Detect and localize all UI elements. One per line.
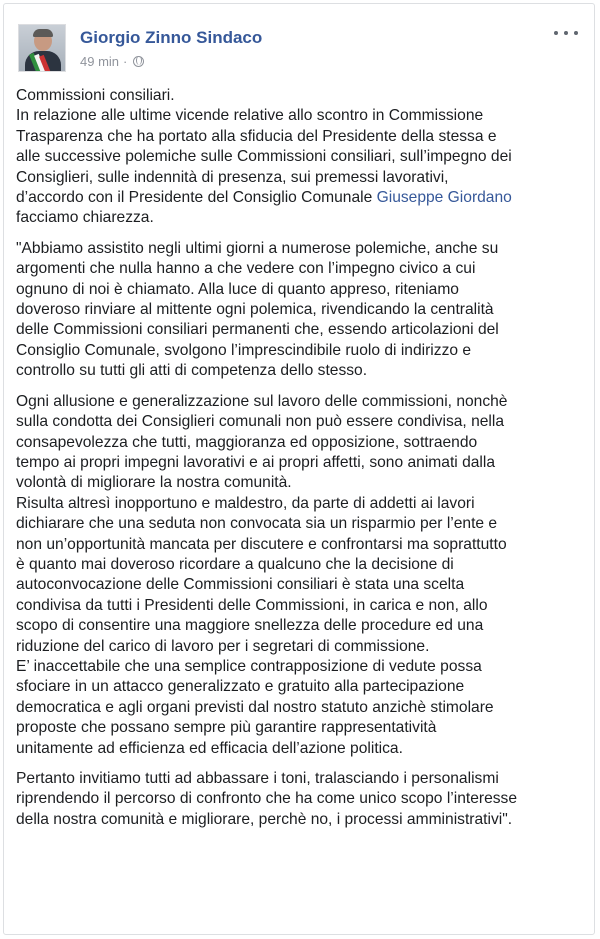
- text-line: della nostra comunità e migliorare, perchè no, i processi amministrativi".: [16, 810, 513, 828]
- text-line: sfociare in un attacco generalizzato e gratuito alla partecipazione: [16, 678, 465, 696]
- globe-icon[interactable]: [133, 56, 144, 67]
- text-line: E’ inaccettabile che una semplice contrapposizione di vedute possa: [16, 657, 482, 675]
- paragraph-3: [16, 392, 591, 759]
- text-line: Risulta altresì inopportuno e maldestro, da parte di addetti ai lavori: [16, 494, 475, 512]
- avatar[interactable]: [18, 24, 66, 72]
- author-name[interactable]: Giorgio Zinno Sindaco: [80, 28, 263, 47]
- text-line: sulla condotta dei Consiglieri comunali non può essere condivisa, nella: [16, 413, 505, 431]
- text-line: volontà di migliorare la nostra comunità.: [16, 474, 292, 492]
- dot: [564, 31, 568, 35]
- text-line: alle successive polemiche sulle Commissioni consiliari, sull’impegno dei: [16, 148, 512, 166]
- text-line: ognuno di noi è chiamato. Alla luce di quanto appreso, riteniamo: [16, 280, 459, 298]
- text-line: non un’opportunità mancata per discutere e confrontarsi ma soprattutto: [16, 535, 507, 553]
- text-line: Consiglio Comunale, svolgono l’imprescindibile ruolo di indirizzo e: [16, 341, 472, 359]
- text-line: doveroso rinviare al mittente ogni polemica, rivendicando la centralità: [16, 301, 494, 319]
- paragraph-4: [16, 769, 591, 830]
- text-line: condivisa da tutti i Presidenti delle Commissioni, in carica e non, allo: [16, 596, 488, 614]
- text-line: tempo ai propri impegni lavorativi e ai propri affetti, sono animati dalla: [16, 453, 496, 471]
- post-body: [16, 86, 591, 840]
- text-line: Trasparenza che ha portato alla sfiducia del Presidente della stessa e: [16, 127, 497, 145]
- text-line: proposte che possano sempre più garantire rappresentatività: [16, 719, 437, 737]
- text-line: dichiarare che una seduta non convocata sia un risparmio per l’ente e: [16, 515, 498, 533]
- post-time[interactable]: 49 min: [80, 54, 120, 69]
- text-line: "Abbiamo assistito negli ultimi giorni a numerose polemiche, anche su: [16, 239, 499, 257]
- text-line: riprendendo il percorso di confronto che ha come unico scopo l’interesse: [16, 790, 518, 808]
- text-line: consapevolezza che tutti, maggioranza ed opposizione, sottraendo: [16, 433, 478, 451]
- text-line: controllo su tutti gli atti di competenza dello stesso.: [16, 362, 368, 380]
- dot: [554, 31, 558, 35]
- paragraph-1: [16, 86, 591, 229]
- text-line: Commissioni consiliari.: [16, 87, 175, 104]
- text-line: Consiglieri, sulle indennità di presenza, sui premessi lavorativi,: [16, 168, 449, 186]
- text-line: riduzione del carico di lavoro per i segretari di commissione.: [16, 637, 430, 655]
- dot: [574, 31, 578, 35]
- meta-separator: ·: [123, 54, 128, 69]
- text-line: è quanto mai doveroso ricordare a qualcuno che la decisione di: [16, 555, 454, 573]
- text-line: scopo di consentire una maggiore snellezza delle procedure ed una: [16, 617, 484, 635]
- more-options-icon[interactable]: [554, 26, 578, 40]
- post-header: [18, 22, 578, 74]
- text-line: autoconvocazione delle Commissioni consiliari è stata una scelta: [16, 576, 465, 594]
- post-meta: [80, 54, 144, 69]
- avatar-hair: [33, 29, 53, 37]
- text-line: argomenti che nulla hanno a che vedere con l’impegno civico a cui: [16, 260, 476, 278]
- text-line: In relazione alle ultime vicende relative allo scontro in Commissione: [16, 107, 484, 125]
- mention-link[interactable]: Giuseppe Giordano: [376, 189, 512, 207]
- text-line-with-mention: [16, 188, 591, 208]
- text-line: Pertanto invitiamo tutti ad abbassare i toni, tralasciando i personalismi: [16, 770, 499, 787]
- text-line: Ogni allusione e generalizzazione sul lavoro delle commissioni, nonchè: [16, 392, 508, 410]
- text-line: unitamente ad efficienza ed efficacia dell’azione politica.: [16, 739, 403, 757]
- text-line: delle Commissioni consiliari permanenti che, essendo articolazioni del: [16, 321, 499, 339]
- text-segment: d’accordo con il Presidente del Consiglio Comunale: [16, 189, 377, 207]
- text-line: facciamo chiarezza.: [16, 209, 154, 227]
- paragraph-2: [16, 239, 591, 382]
- text-line: democratica e agli organi previsti dal nostro statuto anzichè stimolare: [16, 698, 494, 716]
